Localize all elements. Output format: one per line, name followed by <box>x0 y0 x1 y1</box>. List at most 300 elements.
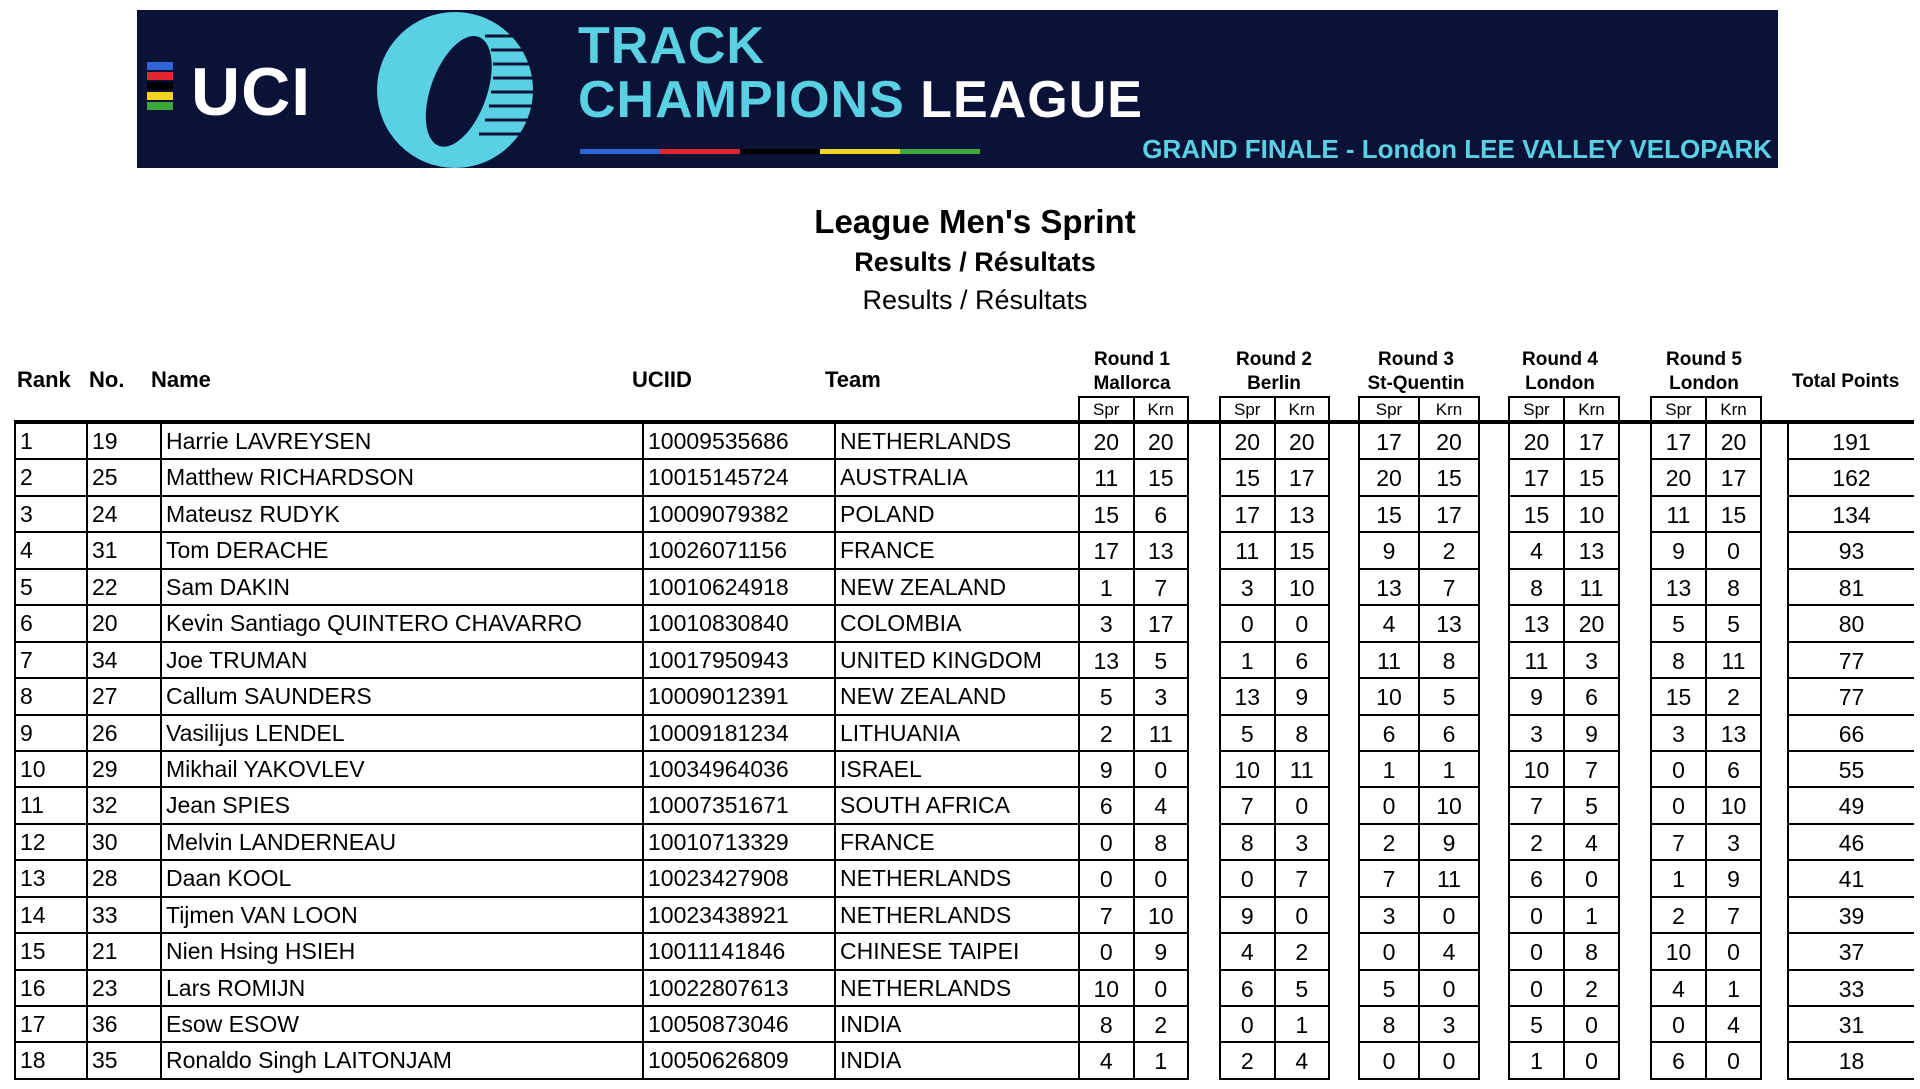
banner-title-league: LEAGUE <box>920 71 1143 129</box>
rider-name-cell: Jean SPIES <box>162 788 644 824</box>
krn-points: 0 <box>1274 788 1329 822</box>
spr-points: 17 <box>1665 429 1692 455</box>
spr-points: 8 <box>1240 829 1254 856</box>
rank-cell: 10 <box>14 752 88 788</box>
header-rank: Rank <box>17 367 71 392</box>
uci-rainbow-stripe <box>147 82 173 90</box>
krn-points: 9 <box>1705 861 1760 895</box>
bib-number-cell: 27 <box>88 679 162 715</box>
rainbow-underline <box>900 149 980 154</box>
round-5-scores <box>1650 460 1762 496</box>
krn-points: 0 <box>1133 752 1188 786</box>
total-points-cell: 33 <box>1787 971 1914 1007</box>
uciid-cell: 10026071156 <box>644 533 836 569</box>
krn-points: 1 <box>1418 752 1478 786</box>
round-2-scores <box>1219 1007 1330 1043</box>
round-4-scores <box>1508 861 1620 897</box>
krn-points: 0 <box>1133 971 1188 1005</box>
team-cell: FRANCE <box>836 825 1091 861</box>
spr-points: 10 <box>1376 684 1402 711</box>
subheader-krn: Krn <box>1133 398 1188 421</box>
spr-points: 11 <box>1666 501 1691 528</box>
spr-points: 13 <box>1376 574 1402 601</box>
rider-name-cell: Matthew RICHARDSON <box>162 460 644 496</box>
spr-points: 5 <box>1382 975 1396 1002</box>
team-cell: UNITED KINGDOM <box>836 643 1091 679</box>
spr-points: 0 <box>1530 939 1543 966</box>
bib-number-cell: 29 <box>88 752 162 788</box>
spr-points: 6 <box>1382 720 1396 747</box>
krn-points: 3 <box>1133 679 1188 713</box>
krn-points: 11 <box>1133 716 1188 750</box>
subheader-krn: Krn <box>1274 398 1329 421</box>
krn-points: 8 <box>1133 825 1188 859</box>
uciid-cell: 10009535686 <box>644 424 836 460</box>
banner-title-line1: TRACK <box>578 17 765 75</box>
rainbow-underline <box>820 149 900 154</box>
krn-points: 6 <box>1418 716 1478 750</box>
round-5-scores <box>1650 643 1762 679</box>
bib-number-cell: 33 <box>88 898 162 934</box>
round-4-scores <box>1508 971 1620 1007</box>
rank-cell: 15 <box>14 934 88 970</box>
rank-cell: 7 <box>14 643 88 679</box>
rider-name-cell: Joe TRUMAN <box>162 643 644 679</box>
team-cell: COLOMBIA <box>836 606 1091 642</box>
team-cell: NEW ZEALAND <box>836 570 1091 606</box>
spr-points: 6 <box>1530 866 1543 893</box>
round-5-scores <box>1650 497 1762 533</box>
round-2-scores <box>1219 606 1330 642</box>
round-venue: Berlin <box>1247 373 1301 394</box>
spr-points: 8 <box>1382 1012 1396 1038</box>
round-5-scores <box>1650 971 1762 1007</box>
krn-points: 15 <box>1563 460 1618 494</box>
uciid-cell: 10010830840 <box>644 606 836 642</box>
krn-points: 11 <box>1274 752 1329 786</box>
krn-points: 6 <box>1705 752 1760 786</box>
spr-points: 3 <box>1240 574 1254 601</box>
round-1-scores <box>1078 460 1189 496</box>
spr-points: 0 <box>1099 939 1113 966</box>
krn-points: 10 <box>1133 898 1188 932</box>
round-2-scores <box>1219 1043 1330 1079</box>
krn-points: 9 <box>1418 825 1478 859</box>
rank-cell: 13 <box>14 861 88 897</box>
uciid-cell: 10009079382 <box>644 497 836 533</box>
rider-name-cell: Sam DAKIN <box>162 570 644 606</box>
spr-points: 17 <box>1093 538 1120 565</box>
krn-points: 9 <box>1274 679 1329 713</box>
spr-points: 9 <box>1530 684 1543 711</box>
krn-points: 0 <box>1418 971 1478 1005</box>
krn-points: 5 <box>1133 643 1188 677</box>
bib-number-cell: 31 <box>88 533 162 569</box>
bib-number-cell: 34 <box>88 643 162 679</box>
spr-points: 9 <box>1382 538 1396 565</box>
total-points-cell: 80 <box>1787 606 1914 642</box>
spr-points: 7 <box>1672 829 1685 856</box>
round-4-scores <box>1508 643 1620 679</box>
total-points-cell: 77 <box>1787 679 1914 715</box>
round-5-scores <box>1650 606 1762 642</box>
round-1-scores <box>1078 424 1189 460</box>
round-venue: London <box>1669 373 1739 394</box>
total-points-cell: 134 <box>1787 497 1914 533</box>
krn-points: 1 <box>1274 1007 1329 1041</box>
round-header-4 <box>1490 348 1630 396</box>
spr-points: 7 <box>1530 793 1543 820</box>
spr-points: 9 <box>1099 756 1113 783</box>
team-cell: NEW ZEALAND <box>836 679 1091 715</box>
event-title: League Men's Sprint <box>814 203 1136 240</box>
round-4-scores <box>1508 825 1620 861</box>
team-cell: ISRAEL <box>836 752 1091 788</box>
round-5-scores <box>1650 679 1762 715</box>
spr-points: 10 <box>1234 756 1261 783</box>
krn-points: 15 <box>1418 460 1478 494</box>
spr-points: 1 <box>1530 1048 1543 1075</box>
round-3-scores <box>1358 898 1480 934</box>
krn-points: 13 <box>1133 533 1188 567</box>
spr-points: 3 <box>1099 611 1113 638</box>
spr-points: 0 <box>1672 1012 1685 1038</box>
round-4-scores <box>1508 788 1620 824</box>
uciid-cell: 10023438921 <box>644 898 836 934</box>
round-header-3 <box>1346 348 1486 396</box>
krn-points: 0 <box>1274 606 1329 640</box>
round-3-scores <box>1358 752 1480 788</box>
round-label: Round 5 <box>1666 349 1742 370</box>
spr-points: 0 <box>1240 866 1254 893</box>
spr-points: 11 <box>1235 538 1260 565</box>
rider-name-cell: Daan KOOL <box>162 861 644 897</box>
round-1-scores <box>1078 752 1189 788</box>
round-2-scores <box>1219 460 1330 496</box>
subheader-spr: Spr <box>1234 400 1261 419</box>
krn-points: 3 <box>1705 825 1760 859</box>
krn-points: 4 <box>1133 788 1188 822</box>
spr-points: 5 <box>1672 611 1685 638</box>
krn-points: 10 <box>1705 788 1760 822</box>
round-4-scores <box>1508 570 1620 606</box>
total-points-cell: 93 <box>1787 533 1914 569</box>
header-uciid: UCIID <box>632 367 692 392</box>
rank-cell: 6 <box>14 606 88 642</box>
spr-points: 6 <box>1240 975 1254 1002</box>
round-4-scores <box>1508 424 1620 460</box>
spr-points: 11 <box>1094 465 1119 492</box>
krn-points: 17 <box>1133 606 1188 640</box>
spr-points: 13 <box>1234 684 1261 711</box>
spr-points: 5 <box>1530 1012 1543 1038</box>
total-points-cell: 41 <box>1787 861 1914 897</box>
header-team: Team <box>825 367 881 392</box>
krn-points: 2 <box>1418 533 1478 567</box>
spr-points: 0 <box>1530 902 1543 929</box>
uciid-cell: 10022807613 <box>644 971 836 1007</box>
spr-points: 17 <box>1376 429 1402 455</box>
round-2-scores <box>1219 533 1330 569</box>
round-5-scores <box>1650 716 1762 752</box>
bib-number-cell: 25 <box>88 460 162 496</box>
spr-points: 3 <box>1672 720 1685 747</box>
subheader-round-1 <box>1078 396 1189 421</box>
round-5-scores <box>1650 898 1762 934</box>
krn-points: 15 <box>1133 460 1188 494</box>
krn-points: 1 <box>1705 971 1760 1005</box>
bib-number-cell: 22 <box>88 570 162 606</box>
round-header-2 <box>1204 348 1344 396</box>
spr-points: 15 <box>1665 684 1692 711</box>
krn-points: 4 <box>1418 934 1478 968</box>
krn-points: 2 <box>1563 971 1618 1005</box>
round-1-scores <box>1078 788 1189 824</box>
krn-points: 0 <box>1274 898 1329 932</box>
krn-points: 6 <box>1133 497 1188 531</box>
rank-cell: 8 <box>14 679 88 715</box>
team-cell: POLAND <box>836 497 1091 533</box>
subheader-spr: Spr <box>1523 400 1550 419</box>
round-2-scores <box>1219 934 1330 970</box>
round-1-scores <box>1078 533 1189 569</box>
total-points-cell: 81 <box>1787 570 1914 606</box>
uciid-cell: 10015145724 <box>644 460 836 496</box>
spr-points: 2 <box>1382 829 1396 856</box>
round-2-scores <box>1219 497 1330 533</box>
spr-points: 1 <box>1672 866 1685 893</box>
krn-points: 20 <box>1274 424 1329 458</box>
spr-points: 11 <box>1377 647 1401 674</box>
krn-points: 7 <box>1133 570 1188 604</box>
spr-points: 15 <box>1376 501 1402 528</box>
round-2-scores <box>1219 643 1330 679</box>
spr-points: 8 <box>1530 574 1543 601</box>
spr-points: 5 <box>1240 720 1254 747</box>
krn-points: 5 <box>1274 971 1329 1005</box>
spr-points: 4 <box>1099 1048 1113 1075</box>
spr-points: 17 <box>1523 465 1550 492</box>
spr-points: 4 <box>1530 538 1543 565</box>
round-label: Round 4 <box>1522 349 1598 370</box>
header-name: Name <box>151 367 211 392</box>
spr-points: 6 <box>1672 1048 1685 1075</box>
round-3-scores <box>1358 1007 1480 1043</box>
spr-points: 13 <box>1665 574 1692 601</box>
krn-points: 6 <box>1274 643 1329 677</box>
krn-points: 13 <box>1563 533 1618 567</box>
rider-name-cell: Esow ESOW <box>162 1007 644 1043</box>
spr-points: 20 <box>1376 465 1402 492</box>
uciid-cell: 10023427908 <box>644 861 836 897</box>
total-points-cell: 66 <box>1787 716 1914 752</box>
krn-points: 0 <box>1418 898 1478 932</box>
rider-name-cell: Vasilijus LENDEL <box>162 716 644 752</box>
round-2-scores <box>1219 898 1330 934</box>
rider-name-cell: Harrie LAVREYSEN <box>162 424 644 460</box>
bib-number-cell: 30 <box>88 825 162 861</box>
round-3-scores <box>1358 460 1480 496</box>
subheader-spr: Spr <box>1375 400 1403 419</box>
round-1-scores <box>1078 1043 1189 1079</box>
krn-points: 9 <box>1563 716 1618 750</box>
uciid-cell: 10050873046 <box>644 1007 836 1043</box>
round-5-scores <box>1650 825 1762 861</box>
rider-name-cell: Mateusz RUDYK <box>162 497 644 533</box>
total-points-cell: 49 <box>1787 788 1914 824</box>
round-1-scores <box>1078 898 1189 934</box>
krn-points: 20 <box>1705 424 1760 458</box>
rainbow-underline <box>740 149 820 154</box>
uciid-cell: 10050626809 <box>644 1043 836 1079</box>
uciid-cell: 10007351671 <box>644 788 836 824</box>
total-points-cell: 191 <box>1787 424 1914 460</box>
krn-points: 11 <box>1705 643 1760 677</box>
krn-points: 10 <box>1418 788 1478 822</box>
total-points-cell: 162 <box>1787 460 1914 496</box>
krn-points: 0 <box>1418 1043 1478 1077</box>
rank-cell: 5 <box>14 570 88 606</box>
round-5-scores <box>1650 934 1762 970</box>
krn-points: 8 <box>1563 934 1618 968</box>
track-zero-logo <box>377 12 535 168</box>
round-1-scores <box>1078 825 1189 861</box>
round-venue: St-Quentin <box>1367 373 1465 394</box>
round-5-scores <box>1650 424 1762 460</box>
rider-name-cell: Tom DERACHE <box>162 533 644 569</box>
total-points-cell: 39 <box>1787 898 1914 934</box>
round-1-scores <box>1078 716 1189 752</box>
round-label: Round 1 <box>1094 349 1170 370</box>
krn-points: 4 <box>1563 825 1618 859</box>
round-2-scores <box>1219 788 1330 824</box>
rank-cell: 18 <box>14 1043 88 1079</box>
uciid-cell: 10009012391 <box>644 679 836 715</box>
krn-points: 2 <box>1705 679 1760 713</box>
krn-points: 0 <box>1133 861 1188 895</box>
round-1-scores <box>1078 643 1189 679</box>
spr-points: 2 <box>1099 720 1113 747</box>
rainbow-underline <box>580 149 660 154</box>
spr-points: 1 <box>1240 647 1254 674</box>
header-no: No. <box>89 367 125 392</box>
spr-points: 1 <box>1382 756 1396 783</box>
round-4-scores <box>1508 606 1620 642</box>
krn-points: 7 <box>1705 898 1760 932</box>
krn-points: 0 <box>1563 1007 1618 1041</box>
team-cell: LITHUANIA <box>836 716 1091 752</box>
team-cell: SOUTH AFRICA <box>836 788 1091 824</box>
rider-name-cell: Ronaldo Singh LAITONJAM <box>162 1043 644 1079</box>
team-cell: AUSTRALIA <box>836 460 1091 496</box>
round-4-scores <box>1508 716 1620 752</box>
bib-number-cell: 26 <box>88 716 162 752</box>
uciid-cell: 10009181234 <box>644 716 836 752</box>
round-2-scores <box>1219 971 1330 1007</box>
team-cell: NETHERLANDS <box>836 898 1091 934</box>
krn-points: 3 <box>1418 1007 1478 1041</box>
round-1-scores <box>1078 570 1189 606</box>
bib-number-cell: 23 <box>88 971 162 1007</box>
results-title-bold: Results / Résultats <box>854 247 1096 277</box>
krn-points: 3 <box>1274 825 1329 859</box>
subheader-krn: Krn <box>1418 398 1478 421</box>
bib-number-cell: 32 <box>88 788 162 824</box>
banner-title-line2 <box>578 71 1143 129</box>
team-cell: INDIA <box>836 1007 1091 1043</box>
rider-name-cell: Lars ROMIJN <box>162 971 644 1007</box>
krn-points: 7 <box>1563 752 1618 786</box>
round-1-scores <box>1078 934 1189 970</box>
spr-points: 2 <box>1530 829 1543 856</box>
rank-cell: 3 <box>14 497 88 533</box>
round-3-scores <box>1358 497 1480 533</box>
bib-number-cell: 21 <box>88 934 162 970</box>
round-label: Round 3 <box>1378 349 1454 370</box>
round-header-5 <box>1634 348 1774 396</box>
spr-points: 7 <box>1240 793 1254 820</box>
spr-points: 15 <box>1093 501 1120 528</box>
team-cell: CHINESE TAIPEI <box>836 934 1091 970</box>
spr-points: 3 <box>1530 720 1543 747</box>
rank-cell: 17 <box>14 1007 88 1043</box>
round-1-scores <box>1078 1007 1189 1043</box>
spr-points: 20 <box>1523 429 1550 455</box>
spr-points: 4 <box>1240 939 1254 966</box>
spr-points: 1 <box>1099 574 1113 601</box>
spr-points: 8 <box>1099 1012 1113 1038</box>
spr-points: 0 <box>1099 866 1113 893</box>
krn-points: 6 <box>1563 679 1618 713</box>
round-5-scores <box>1650 1043 1762 1079</box>
spr-points: 9 <box>1672 538 1685 565</box>
krn-points: 2 <box>1274 934 1329 968</box>
krn-points: 5 <box>1418 679 1478 713</box>
bib-number-cell: 19 <box>88 424 162 460</box>
krn-points: 17 <box>1705 460 1760 494</box>
krn-points: 10 <box>1274 570 1329 604</box>
krn-points: 8 <box>1418 643 1478 677</box>
spr-points: 2 <box>1240 1048 1254 1075</box>
spr-points: 4 <box>1672 975 1685 1002</box>
uciid-cell: 10011141846 <box>644 934 836 970</box>
krn-points: 9 <box>1133 934 1188 968</box>
subheader-spr: Spr <box>1093 400 1120 419</box>
spr-points: 11 <box>1524 647 1549 674</box>
krn-points: 17 <box>1418 497 1478 531</box>
round-4-scores <box>1508 1007 1620 1043</box>
round-4-scores <box>1508 934 1620 970</box>
krn-points: 0 <box>1563 861 1618 895</box>
round-venue: London <box>1525 373 1595 394</box>
subheader-round-2 <box>1219 396 1330 421</box>
krn-points: 8 <box>1705 570 1760 604</box>
round-5-scores <box>1650 861 1762 897</box>
round-3-scores <box>1358 716 1480 752</box>
rank-cell: 12 <box>14 825 88 861</box>
spr-points: 15 <box>1234 465 1261 492</box>
round-3-scores <box>1358 533 1480 569</box>
spr-points: 7 <box>1382 866 1396 893</box>
krn-points: 3 <box>1563 643 1618 677</box>
krn-points: 5 <box>1705 606 1760 640</box>
spr-points: 9 <box>1240 902 1254 929</box>
krn-points: 20 <box>1563 606 1618 640</box>
uciid-cell: 10034964036 <box>644 752 836 788</box>
subheader-round-4 <box>1508 396 1620 421</box>
spr-points: 20 <box>1665 465 1692 492</box>
krn-points: 1 <box>1563 898 1618 932</box>
